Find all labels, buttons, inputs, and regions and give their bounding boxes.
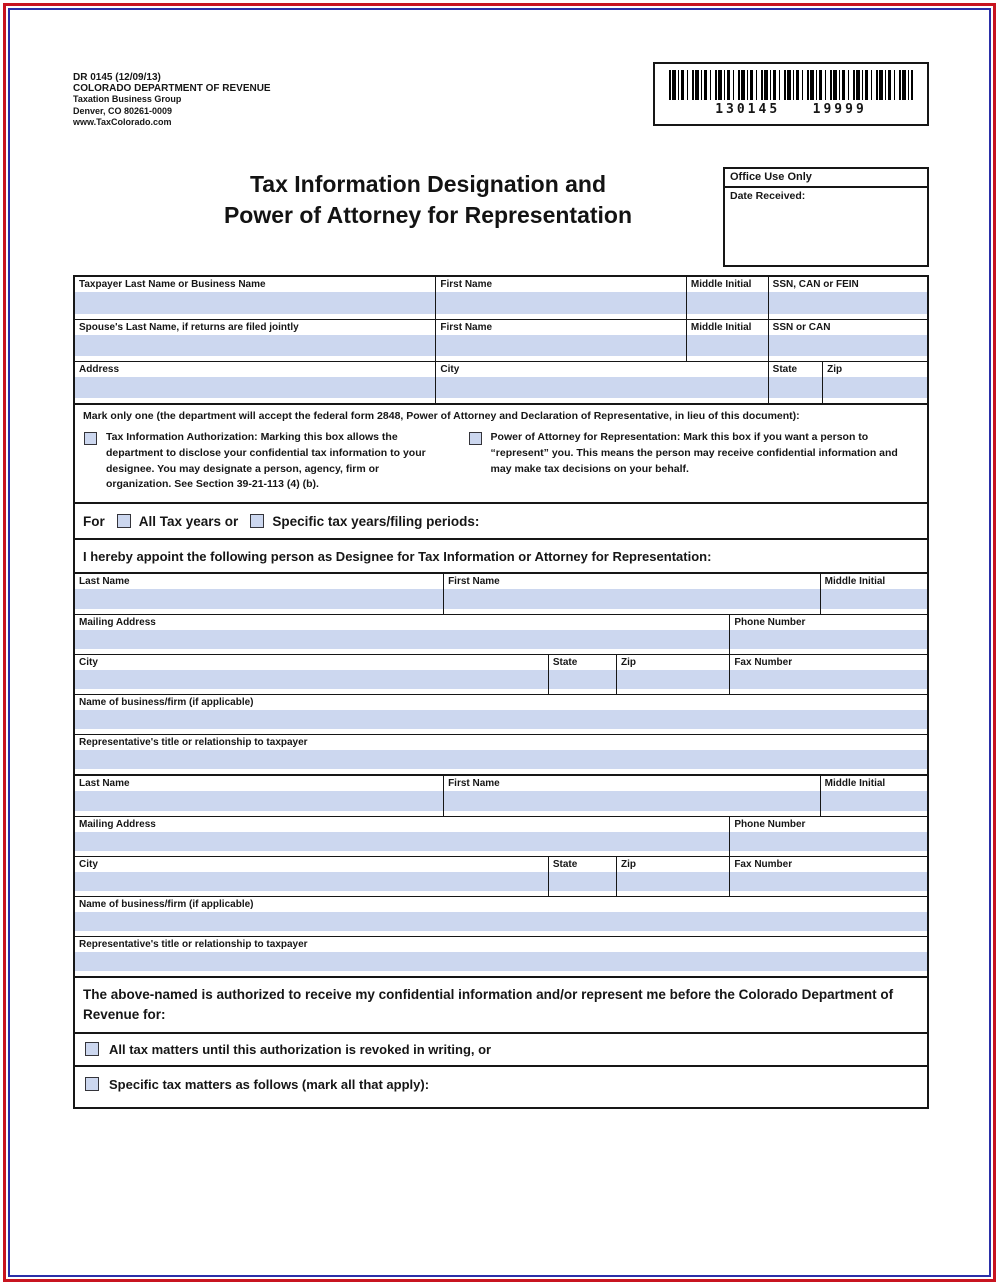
title-line-2: Power of Attorney for Representation xyxy=(223,202,633,229)
field-label: SSN, CAN or FEIN xyxy=(772,279,859,291)
agency-address: Denver, CO 80261-0009 xyxy=(73,105,173,116)
table-row xyxy=(75,319,927,361)
field-designee2-mailing-address xyxy=(75,817,729,856)
outer-red-border xyxy=(3,3,996,1282)
section-taxpayer xyxy=(75,277,927,403)
field-label: Spouse's Last Name, if returns are filed jointly xyxy=(79,322,299,334)
all-tax-years-label: All Tax years or xyxy=(138,513,239,529)
field-designee1-title-relationship xyxy=(75,735,927,774)
office-use-title: Office Use Only xyxy=(725,169,927,188)
section-appoint-statement xyxy=(75,538,927,572)
field-state xyxy=(768,362,823,403)
field-taxpayer-middle-initial xyxy=(686,277,768,319)
section-designee-1 xyxy=(75,572,927,774)
field-label: City xyxy=(79,859,98,871)
field-designee1-mailing-address xyxy=(75,615,729,654)
table-row xyxy=(75,574,927,614)
field-designee2-first-name xyxy=(443,776,820,816)
all-tax-matters-checkbox[interactable] xyxy=(85,1042,99,1056)
designee2-title-relationship-input[interactable] xyxy=(75,952,927,971)
taxpayer-last-name-input[interactable] xyxy=(75,292,435,314)
field-label: Representative's title or relationship to taxpayer xyxy=(79,939,308,951)
field-designee1-middle-initial xyxy=(820,574,927,614)
section-designee-2 xyxy=(75,774,927,976)
designee2-last-name-input[interactable] xyxy=(75,791,443,811)
field-spouse-last-name xyxy=(75,320,435,361)
designee1-middle-initial-input[interactable] xyxy=(821,589,927,609)
title-line-1: Tax Information Designation and xyxy=(249,171,607,198)
field-label: Name of business/firm (if applicable) xyxy=(79,697,254,709)
field-label: Fax Number xyxy=(734,657,793,669)
field-designee1-first-name xyxy=(443,574,820,614)
designee1-state-input[interactable] xyxy=(549,670,616,689)
poa-representation-checkbox[interactable] xyxy=(469,432,482,445)
spouse-middle-initial-input[interactable] xyxy=(687,335,768,356)
inner-blue-border xyxy=(8,8,991,1277)
table-row xyxy=(75,936,927,976)
field-label: State xyxy=(772,364,798,376)
field-designee2-city xyxy=(75,857,548,896)
section-all-tax-matters xyxy=(75,1032,927,1065)
authorization-intro-text: The above-named is authorized to receive my confidential information and/or represent me before the Colorado Department of Revenue for: xyxy=(83,987,894,1022)
field-label: First Name xyxy=(440,279,493,291)
field-designee1-last-name xyxy=(75,574,443,614)
field-label: Middle Initial xyxy=(824,576,886,588)
field-label: Mailing Address xyxy=(79,819,156,831)
city-input[interactable] xyxy=(436,377,767,398)
designee2-first-name-input[interactable] xyxy=(444,791,820,811)
office-use-box xyxy=(723,167,929,267)
designee1-city-input[interactable] xyxy=(75,670,548,689)
designee2-phone-input[interactable] xyxy=(730,832,927,851)
field-label: Last Name xyxy=(79,576,130,588)
state-input[interactable] xyxy=(769,377,823,398)
spouse-last-name-input[interactable] xyxy=(75,335,435,356)
zip-input[interactable] xyxy=(823,377,927,398)
field-designee2-title-relationship xyxy=(75,937,927,976)
table-row xyxy=(75,856,927,896)
title-row xyxy=(73,167,929,269)
field-label: Phone Number xyxy=(734,819,806,831)
field-label: Mailing Address xyxy=(79,617,156,629)
agency-website: www.TaxColorado.com xyxy=(73,117,172,128)
agency-block xyxy=(73,72,271,129)
appoint-statement-text: I hereby appoint the following person as Designee for Tax Information or Attorney for Representation: xyxy=(83,549,712,565)
field-label: Fax Number xyxy=(734,859,793,871)
designee1-zip-input[interactable] xyxy=(617,670,729,689)
spouse-ssn-input[interactable] xyxy=(769,335,927,356)
field-label: Name of business/firm (if applicable) xyxy=(79,899,254,911)
field-label: Representative's title or relationship to taxpayer xyxy=(79,737,308,749)
designee1-title-relationship-input[interactable] xyxy=(75,750,927,769)
field-designee1-fax xyxy=(729,655,927,694)
designee2-city-input[interactable] xyxy=(75,872,548,891)
field-taxpayer-first-name xyxy=(435,277,685,319)
field-label: Zip xyxy=(621,657,637,669)
field-spouse-middle-initial xyxy=(686,320,768,361)
field-designee2-business-name xyxy=(75,897,927,936)
designee1-phone-input[interactable] xyxy=(730,630,927,649)
specific-tax-matters-label: Specific tax matters as follows (mark all that apply): xyxy=(109,1077,430,1093)
field-label: Last Name xyxy=(79,778,130,790)
designee1-mailing-address-input[interactable] xyxy=(75,630,729,649)
designee2-middle-initial-input[interactable] xyxy=(821,791,927,811)
field-designee2-phone xyxy=(729,817,927,856)
all-tax-matters-label: All tax matters until this authorization is revoked in writing, or xyxy=(109,1042,492,1058)
specific-tax-years-label: Specific tax years/filing periods: xyxy=(272,513,480,529)
table-row xyxy=(75,734,927,774)
agency-division: Taxation Business Group xyxy=(73,94,182,104)
field-taxpayer-ssn xyxy=(768,277,927,319)
spouse-first-name-input[interactable] xyxy=(436,335,685,356)
address-input[interactable] xyxy=(75,377,435,398)
designee2-business-name-input[interactable] xyxy=(75,912,927,931)
table-row xyxy=(75,896,927,936)
field-label: SSN or CAN xyxy=(772,322,831,334)
field-label: Zip xyxy=(621,859,637,871)
field-label: First Name xyxy=(448,778,500,790)
field-label: City xyxy=(440,364,460,376)
table-row xyxy=(75,614,927,654)
specific-tax-matters-checkbox[interactable] xyxy=(85,1077,99,1091)
field-label: Middle Initial xyxy=(824,778,886,790)
designee2-fax-input[interactable] xyxy=(730,872,927,891)
tax-info-authorization-text: Tax Information Authorization: Marking this box allows the department to disclose your confidential tax information to your designee. You may designate a person, agency, firm or organization. See Section 39-21-113 (4) (b). xyxy=(106,431,426,491)
field-spouse-ssn xyxy=(768,320,927,361)
designee1-fax-input[interactable] xyxy=(730,670,927,689)
designee1-first-name-input[interactable] xyxy=(444,589,820,609)
taxpayer-first-name-input[interactable] xyxy=(436,292,685,314)
poa-representation-text: Power of Attorney for Representation: Mark this box if you want a person to “represent” you. This means the person may receive confidential information and may make tax decisions on your behalf. xyxy=(490,431,898,475)
field-address xyxy=(75,362,435,403)
mark-options xyxy=(83,430,919,493)
field-designee1-city xyxy=(75,655,548,694)
field-label: Phone Number xyxy=(734,617,806,629)
page-header xyxy=(73,62,929,129)
table-row xyxy=(75,654,927,694)
table-row xyxy=(75,694,927,734)
field-designee1-zip xyxy=(616,655,729,694)
barcode xyxy=(669,70,913,100)
tax-info-authorization-checkbox[interactable] xyxy=(84,432,97,445)
option-poa-representation xyxy=(468,430,919,493)
section-specific-tax-matters xyxy=(75,1065,927,1107)
date-received-label: Date Received: xyxy=(730,190,806,203)
tax-years-prefix: For xyxy=(83,513,105,529)
designee1-business-name-input[interactable] xyxy=(75,710,927,729)
table-row xyxy=(75,776,927,816)
designee2-state-input[interactable] xyxy=(549,872,616,891)
field-label: State xyxy=(552,859,578,871)
section-mark-only-one xyxy=(75,403,927,502)
field-designee1-state xyxy=(548,655,616,694)
field-label: Taxpayer Last Name or Business Name xyxy=(79,279,266,291)
field-label: Middle Initial xyxy=(690,322,752,334)
field-label: Address xyxy=(79,364,120,376)
field-zip xyxy=(822,362,927,403)
field-spouse-first-name xyxy=(435,320,685,361)
field-designee1-business-name xyxy=(75,695,927,734)
field-label: Middle Initial xyxy=(690,279,752,291)
designee2-zip-input[interactable] xyxy=(617,872,729,891)
field-designee2-zip xyxy=(616,857,729,896)
form-table xyxy=(73,275,929,1109)
taxpayer-ssn-input[interactable] xyxy=(769,292,927,314)
option-tax-info-authorization xyxy=(83,430,468,493)
field-designee2-fax xyxy=(729,857,927,896)
page-title xyxy=(73,167,723,231)
specific-tax-years-checkbox[interactable] xyxy=(250,514,264,528)
field-designee2-last-name xyxy=(75,776,443,816)
field-designee2-state xyxy=(548,857,616,896)
mark-only-one-instruction: Mark only one (the department will accept the federal form 2848, Power of Attorney and Declaration of Representative, in lieu of this document): xyxy=(83,410,800,423)
form-number: DR 0145 (12/09/13) xyxy=(73,72,161,83)
table-row xyxy=(75,361,927,403)
barcode-number: 130145 19999 xyxy=(715,102,867,117)
field-label: State xyxy=(552,657,578,669)
designee1-last-name-input[interactable] xyxy=(75,589,443,609)
barcode-box xyxy=(653,62,929,126)
section-tax-years xyxy=(75,502,927,538)
agency-name: COLORADO DEPARTMENT OF REVENUE xyxy=(73,83,271,94)
field-label: First Name xyxy=(440,322,493,334)
field-designee1-phone xyxy=(729,615,927,654)
table-row xyxy=(75,816,927,856)
section-authorization-intro xyxy=(75,976,927,1032)
field-label: First Name xyxy=(448,576,500,588)
designee2-mailing-address-input[interactable] xyxy=(75,832,729,851)
all-tax-years-checkbox[interactable] xyxy=(117,514,131,528)
field-label: Zip xyxy=(827,364,843,376)
field-designee2-middle-initial xyxy=(820,776,927,816)
field-label: City xyxy=(79,657,98,669)
field-city xyxy=(435,362,767,403)
date-received-input[interactable] xyxy=(725,204,927,256)
field-taxpayer-last-name xyxy=(75,277,435,319)
taxpayer-middle-initial-input[interactable] xyxy=(687,292,768,314)
table-row xyxy=(75,277,927,319)
